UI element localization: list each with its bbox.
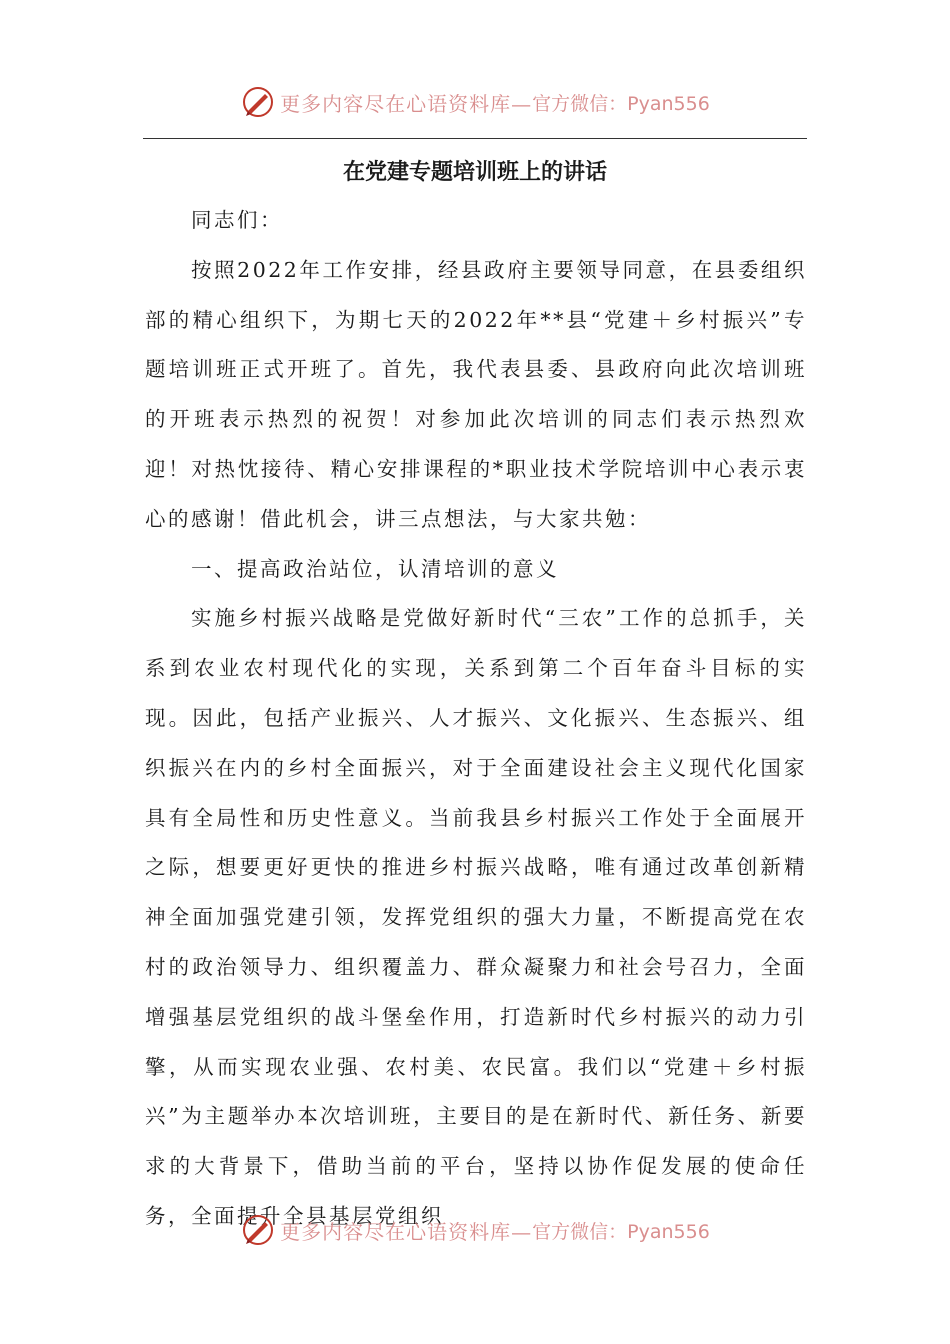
salutation: 同志们： (191, 208, 283, 232)
document-title: 在党建专题培训班上的讲话 (342, 159, 607, 185)
watermark-text: 更多内容尽在心语资料库— (280, 91, 533, 116)
body-paragraph: 实施乡村振兴战略是党做好新时代“三农”工作的总抓手，关系到农业农村现代化的实现，关系到第二个百年奋斗目标的实现。因此，包括产业振兴、人才振兴、文化振兴、生态振兴、组织振兴在内的乡村全面振兴，对于全面建设社会主义现代化国家具有全局性和历史性意义。当前我县乡村振兴工作处于全面展开之际，想要更好更快的推进乡村振兴战略，唯有通过改革创新精神全面加强党建引领，发挥党组织的强大力量，不断提高党在农村的政治领导力、组织覆盖力、群众凝聚力和社会号召力，全面增强基层党组织的战斗堡垒作用，打造新时代乡村振兴的动力引擎，从而实现农业强、农村美、农民富。我们以“党建＋乡村振兴”为主题举办本次培训班，主要目的是在新时代、新任务、新要求的大背景下，借助当前的平台，坚持以协作促发展的使命任务，全面提升全县基层党组织 (145, 606, 807, 1228)
header-divider (143, 138, 807, 139)
body-paragraph: 按照2022年工作安排，经县政府主要领导同意，在县委组织部的精心组织下，为期七天的2022年**县“党建＋乡村振兴”专题培训班正式开班了。首先，我代表县委、县政府向此次培训班的开班表示热烈的祝贺！对参加此次培训的同志们表示热烈欢迎！对热忱接待、精心安排课程的*职业技术学院培训中心表示衷心的感谢！借此机会，讲三点想法，与大家共勉： (145, 257, 807, 531)
pen-logo-icon (240, 1212, 276, 1248)
pen-logo-icon (240, 84, 276, 120)
footer-watermark (0, 1210, 950, 1250)
section-heading: 一、提高政治站位，认清培训的意义 (191, 556, 559, 581)
document-body (145, 196, 807, 1242)
watermark-contact: 官方微信：Pyan556 (532, 92, 710, 115)
watermark-text: 更多内容尽在心语资料库— (280, 1219, 533, 1244)
header-watermark (0, 82, 950, 122)
watermark-contact: 官方微信：Pyan556 (532, 1220, 710, 1243)
